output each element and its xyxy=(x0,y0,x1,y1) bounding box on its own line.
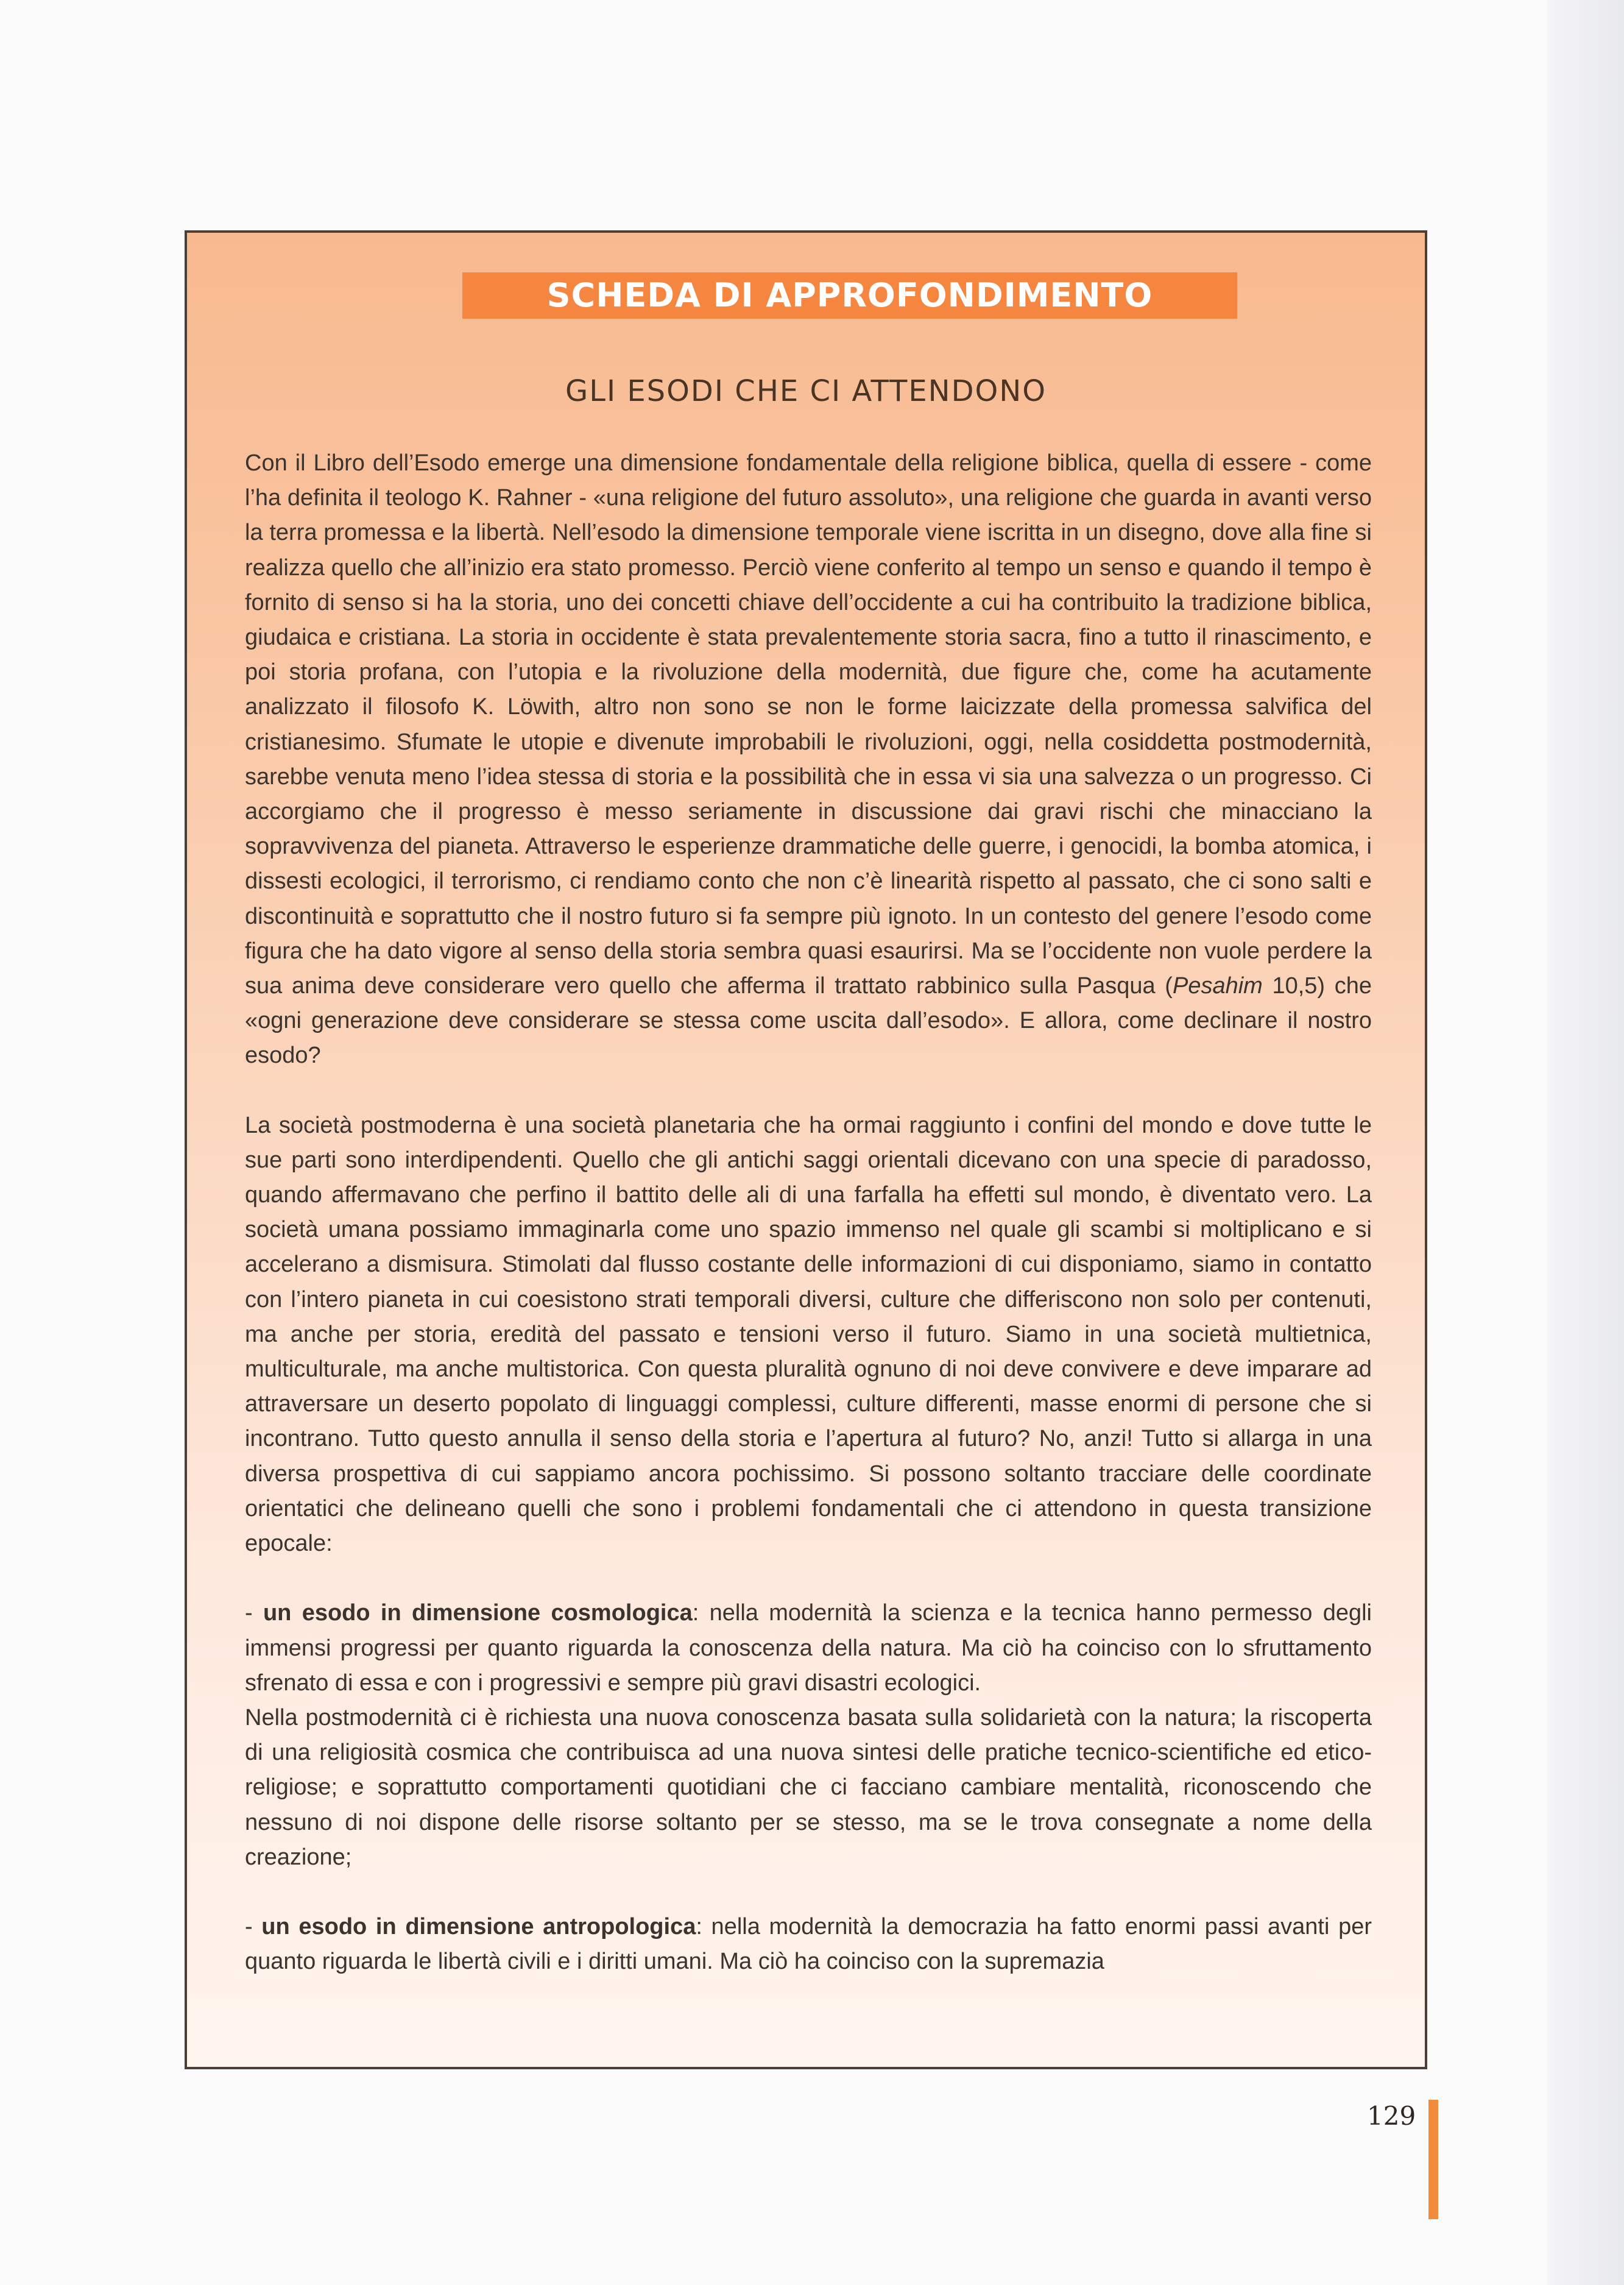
list-item-heading: un esodo in dimensione antropologica xyxy=(261,1913,696,1940)
article-title: GLI ESODI CHE CI ATTENDONO xyxy=(565,374,1047,408)
paragraph-intro: Con il Libro dell’Esodo emerge una dimensione fondamentale della religione biblica, quella di essere - come l’ha definita il teologo K. Rahner - «una religione del futuro assoluto», una religione che guarda in avanti verso la terra promessa e la libertà. Nell’esodo la dimensione temporale viene iscritta in un disegno, dove alla fine si realizza quello che all’inizio era stato promesso. Perciò viene conferito al tempo un senso e quando il tempo è fornito di senso si ha la storia, uno dei concetti chiave dell’occidente a cui ha contribuito la tradizione biblica, giudaica e cristiana. La storia in occidente è stata prevalentemente storia sacra, fino a tutto il rinascimento, e poi storia profana, con l’utopia e la rivoluzione della modernità, due figure che, come ha acutamente analizzato il filosofo K. Löwith, altro non sono se non le forme laicizzate della promessa salvifica del cristianesimo. Sfumate le utopie e divenute improbabili le rivoluzioni, oggi, nella cosiddetta postmodernità, sarebbe venuta meno l’idea stessa di storia e la possibilità che in essa vi sia una salvezza o un progresso. Ci accorgiamo che il progresso è messo seriamente in discussione dai gravi rischi che minacciano la sopravvivenza del pianeta. Attraverso le esperienze drammatiche delle guerre, i genocidi, la bomba atomica, i dissesti ecologici, il terrorismo, ci rendiamo conto che non c’è linearità rispetto al passato, che ci sono salti e discontinuità e soprattutto che il nostro futuro si fa sempre più ignoto. In un contesto del genere l’esodo come figura che ha dato vigore al senso della storia sembra quasi esaurirsi. Ma se l’occidente non vuole perdere la sua anima deve considerare vero quello che afferma il trattato rabbinico sulla Pasqua (Pesahim 10,5) che «ogni generazione deve considerare se stessa come uscita dall’esodo». E allora, come declinare il nostro esodo? xyxy=(245,450,1372,1069)
italic-citation: Pesahim xyxy=(1172,973,1263,999)
list-item-anthropological: - un esodo in dimensione antropologica: nella modernità la democrazia ha fatto enormi passi avanti per quanto riguarda le libertà civili e i diritti umani. Ma ciò ha coinciso con la supremazia xyxy=(245,1913,1372,1975)
page-edge-shadow xyxy=(1547,0,1624,2285)
insight-box xyxy=(185,230,1427,2069)
list-item-heading: un esodo in dimensione cosmologica xyxy=(263,1600,693,1626)
list-item-cosmological: - un esodo in dimensione cosmologica: nella modernità la scienza e la tecnica hanno permesso degli immensi progressi per quanto riguarda la conoscenza della natura. Ma ciò ha coinciso con lo sfruttamento sfrenato di essa e con i progressivi e sempre più gravi disastri ecologici. xyxy=(245,1600,1372,1696)
page-accent-bar xyxy=(1428,2100,1438,2219)
paragraph-cosmological-continuation: Nella postmodernità ci è richiesta una nuova conoscenza basata sulla solidarietà con la natura; la riscoperta di una religiosità cosmica che contribuisca ad una nuova sintesi delle pratiche tecnico-scientifiche ed etico-religiose; e soprattutto comportamenti quotidiani che ci facciano cambiare mentalità, riconoscendo che nessuno di noi dispone delle risorse soltanto per se stesso, ma se le trova consegnate a nome della creazione; xyxy=(245,1704,1372,1870)
article-body xyxy=(245,446,1372,1979)
page-number: 129 xyxy=(1367,2101,1416,2131)
paragraph-postmodern-society: La società postmoderna è una società planetaria che ha ormai raggiunto i confini del mondo e dove tutte le sue parti sono interdipendenti. Quello che gli antichi saggi orientali dicevano con una specie di paradosso, quando affermavano che perfino il battito delle ali di una farfalla ha effetti sul mondo, è diventato vero. La società umana possiamo immaginarla come uno spazio immenso nel quale gli scambi si moltiplicano e si accelerano a dismisura. Stimolati dal flusso costante delle informazioni di cui disponiamo, siamo in contatto con l’intero pianeta in cui coesistono strati temporali diversi, culture che differiscono non solo per contenuti, ma anche per storia, eredità del passato e tensioni verso il futuro. Siamo in una società multietnica, multiculturale, ma anche multistorica. Con questa pluralità ognuno di noi deve convivere e deve imparare ad attraversare un deserto popolato di linguaggi complessi, culture differenti, masse enormi di persone che si incontrano. Tutto questo annulla il senso della storia e l’apertura al futuro? No, anzi! Tutto si allarga in una diversa prospettiva di cui sappiamo ancora pochissimo. Si possono soltanto tracciare delle coordinate orientatici che delineano quelli che sono i problemi fondamentali che ci attendono in questa transizione epocale: xyxy=(245,1112,1372,1557)
section-banner: SCHEDA DI APPROFONDIMENTO xyxy=(462,272,1237,319)
